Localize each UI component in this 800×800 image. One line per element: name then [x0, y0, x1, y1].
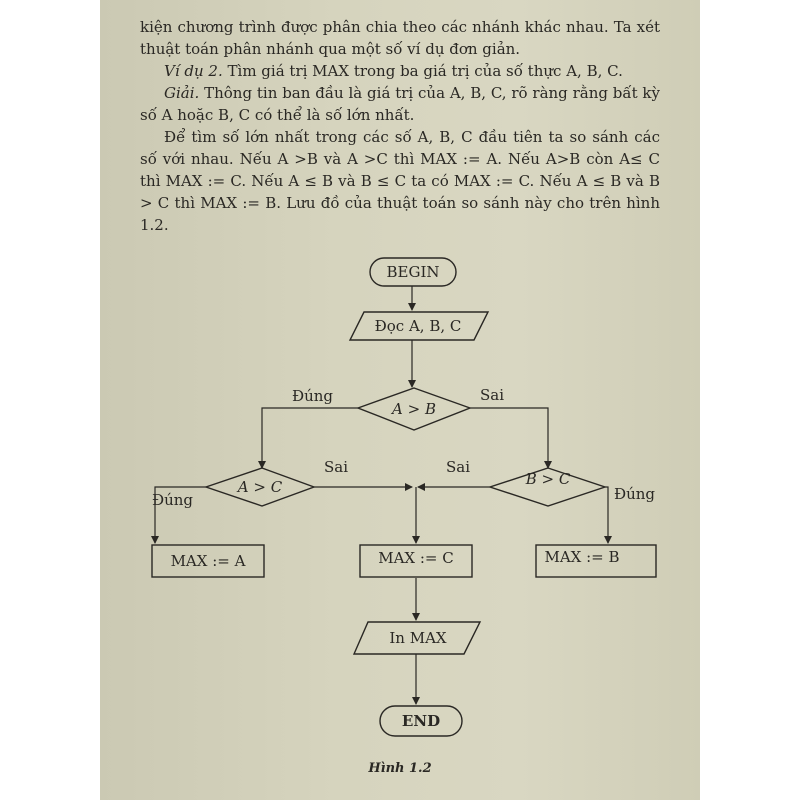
flow-connectors	[155, 286, 608, 704]
example-text: Tìm giá trị MAX trong ba giá trị của số thực A, B, C.	[222, 62, 623, 80]
example-label: Ví dụ 2.	[164, 62, 223, 80]
decision-left-label: A > C	[237, 478, 283, 496]
max-b-label: MAX := B	[544, 548, 620, 566]
begin-label: BEGIN	[386, 263, 440, 281]
flowchart	[100, 0, 700, 800]
solution-text: Thông tin ban đầu là giá trị của A, B, C, rõ ràng rằng bất kỳ số A hoặc B, C có thể là số lớn nhất.	[140, 84, 660, 124]
decision-right-label: B > C	[525, 470, 571, 488]
main-true-label: Đúng	[292, 387, 334, 405]
max-a-label: MAX := A	[170, 552, 246, 570]
right-true-label: Đúng	[614, 485, 656, 503]
input-label: Đọc A, B, C	[374, 317, 462, 335]
paragraph-intro: kiện chương trình được phân chia theo các nhánh khác nhau. Ta xét thuật toán phân nhánh qua một số ví dụ đơn giản.	[140, 18, 660, 58]
solution-label: Giải.	[164, 84, 200, 102]
decision-main-label: A > B	[392, 400, 436, 418]
output-label: In MAX	[389, 629, 447, 647]
paragraph-explanation: Để tìm số lớn nhất trong các số A, B, C đầu tiên ta so sánh các số với nhau. Nếu A >B và A >C thì MAX := A. Nếu A>B còn A≤ C thì MAX := C. Nếu A ≤ B và B ≤ C ta có MAX := C. Nếu A ≤ B và B > C thì MAX := B. Lưu đồ của thuật toán so sánh này cho trên hình 1.2.	[140, 128, 660, 234]
figure-caption: Hình 1.2	[368, 761, 432, 776]
main-false-label: Sai	[480, 386, 505, 404]
left-true-label: Đúng	[152, 491, 194, 509]
arrow-false-to-right-decision	[470, 408, 548, 468]
left-false-label: Sai	[324, 458, 349, 476]
end-label: END	[401, 712, 441, 730]
book-page	[100, 0, 700, 800]
max-c-label: MAX := C	[378, 549, 454, 567]
arrow-right-true-to-max-b	[605, 487, 608, 543]
right-false-label: Sai	[446, 458, 471, 476]
